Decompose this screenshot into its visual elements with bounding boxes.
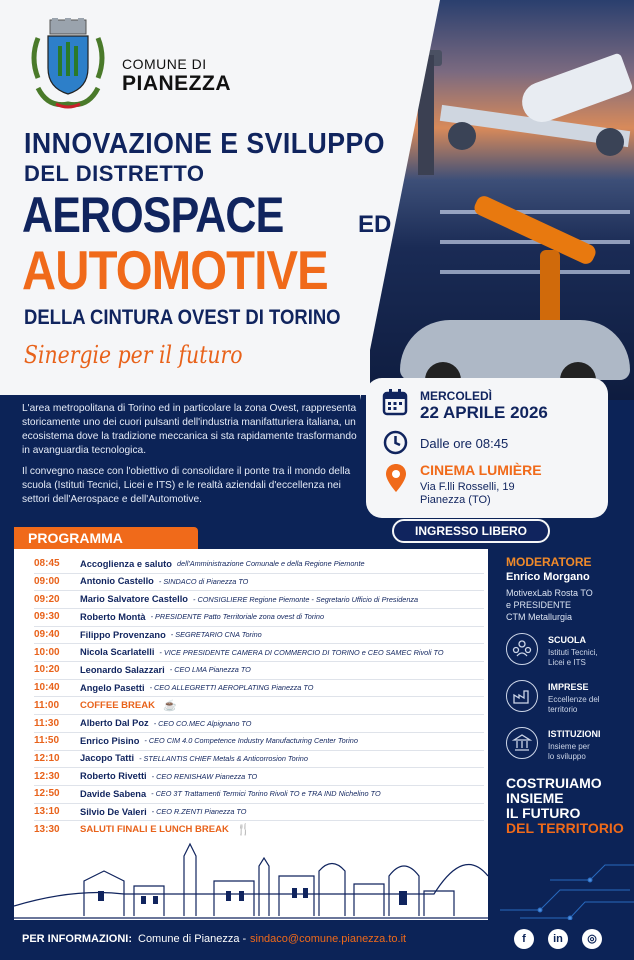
programma-role: - CEO RENISHAW Pianezza TO <box>151 771 258 781</box>
coffee-icon: ☕ <box>162 699 177 712</box>
airplane-engine <box>448 122 476 150</box>
programma-role: - CEO CO.MEC Alpignano TO <box>153 718 252 728</box>
moderator-role-line: MotivexLab Rosta TO <box>506 588 593 598</box>
programma-speaker: Accoglienza e saluto <box>80 558 172 569</box>
programma-break: SALUTI FINALI E LUNCH BREAK <box>80 823 229 835</box>
footer-email-link[interactable]: sindaco@comune.pianezza.to.it <box>250 933 407 945</box>
event-description <box>22 402 357 514</box>
programma-row <box>34 750 484 769</box>
pillar-text-line: lo sviluppo <box>548 752 586 761</box>
event-address: Via F.lli Rosselli, 19 <box>420 481 515 493</box>
comune-label: COMUNE DI <box>122 56 207 72</box>
programma-row <box>34 661 484 680</box>
programma-role: - CEO R.ZENTI Pianezza TO <box>151 807 247 817</box>
event-date: 22 APRILE 2026 <box>420 403 548 422</box>
programma-speaker: Nicola Scarlatelli <box>80 647 155 658</box>
location-pin-icon <box>385 463 407 493</box>
programma-time: 08:45 <box>34 558 60 570</box>
pillar-text-line: territorio <box>548 705 578 714</box>
call-to-action <box>506 776 624 836</box>
programma-speaker: Mario Salvatore Castello <box>80 594 188 605</box>
programma-time: 12:30 <box>34 770 60 782</box>
programma-role: dell'Amministrazione Comunale e della Regione Piemonte <box>176 559 365 569</box>
factory-icon <box>506 680 538 712</box>
programma-time: 10:00 <box>34 646 60 658</box>
description-paragraph: Il convegno nasce con l'obiettivo di consolidare il ponte tra il mondo della scuola (Istituti Tecnici, Licei e ITS) e le realtà aziendali d'eccellenza nei settori dell'Aerospace e dell'Automotive. <box>22 466 351 505</box>
linkedin-icon[interactable]: in <box>548 929 568 949</box>
programma-speaker: Davide Sabena <box>80 788 147 799</box>
cta-line: IL FUTURO <box>506 805 581 821</box>
programma-role: - VICE PRESIDENTE CAMERA DI COMMERCIO DI TORINO e CEO SAMEC Rivoli TO <box>159 647 444 657</box>
programma-row <box>34 714 484 733</box>
pillar-text-line: Istituti Tecnici, <box>548 648 598 657</box>
pillar-title: ISTITUZIONI <box>548 729 601 739</box>
event-day: MERCOLEDÌ <box>420 389 492 403</box>
instagram-icon[interactable]: ◎ <box>582 929 602 949</box>
moderator-name: Enrico Morgano <box>506 571 590 583</box>
programma-speaker: Silvio De Valeri <box>80 806 147 817</box>
footer-info-label: PER INFORMAZIONI: <box>22 933 132 945</box>
factory-lights <box>440 210 630 214</box>
skyline-drawing <box>14 836 488 920</box>
cutlery-icon: 🍴 <box>236 823 251 836</box>
programma-time: 10:20 <box>34 664 60 676</box>
programma-heading: PROGRAMMA <box>14 527 198 549</box>
programma-row <box>34 767 484 786</box>
programma-time: 11:00 <box>34 699 60 711</box>
photo-diagonal-mask <box>360 0 440 400</box>
programma-time: 11:50 <box>34 735 60 747</box>
programma-row <box>34 679 484 698</box>
programma-time: 12:10 <box>34 752 60 764</box>
programma-row <box>34 732 484 751</box>
title-line-1: INNOVAZIONE E SVILUPPO <box>24 128 385 160</box>
moderator-role-line: e PRESIDENTE <box>506 600 572 610</box>
programma-time: 13:30 <box>34 823 60 835</box>
moderator-role-line: CTM Metallurgia <box>506 612 573 622</box>
title-automotive: AUTOMOTIVE <box>22 239 328 301</box>
pillar-text-line: Licei e ITS <box>548 658 586 667</box>
tagline: Sinergie per il futuro <box>24 341 243 369</box>
programma-row <box>34 803 484 822</box>
pillar-text <box>548 648 628 668</box>
cta-line-highlight: DEL TERRITORIO <box>506 820 624 836</box>
institution-icon <box>506 727 538 759</box>
circuit-decoration <box>490 840 634 920</box>
event-time: Dalle ore 08:45 <box>420 436 509 451</box>
programma-speaker: Filippo Provenzano <box>80 629 166 640</box>
programma-row <box>34 573 484 592</box>
event-venue: CINEMA LUMIÈRE <box>420 462 542 478</box>
pillar-text <box>548 695 628 715</box>
programma-row <box>34 626 484 645</box>
title-subtitle: DELLA CINTURA OVEST DI TORINO <box>24 306 341 329</box>
pillar-text-line: Eccellenze del <box>548 695 600 704</box>
robot-arm-joint <box>540 250 560 330</box>
programma-time: 12:50 <box>34 788 60 800</box>
pillar-title: SCUOLA <box>548 635 586 645</box>
programma-speaker: Roberto Rivetti <box>80 771 147 782</box>
title-ed: ED <box>358 211 392 238</box>
programma-time: 09:00 <box>34 575 60 587</box>
programma-role: - PRESIDENTE Patto Territoriale zona ovest di Torino <box>150 612 325 622</box>
programma-time: 09:20 <box>34 593 60 605</box>
programma-role: - STELLANTIS CHIEF Metals & Anticorrosion Torino <box>139 753 308 763</box>
programma-row <box>34 697 484 716</box>
programma-break: COFFEE BREAK <box>80 699 155 711</box>
programma-speaker: Roberto Montà <box>80 611 146 622</box>
programma-time: 09:40 <box>34 629 60 641</box>
pillar-text <box>548 742 628 762</box>
programma-speaker: Alberto Dal Poz <box>80 718 149 729</box>
programma-row <box>34 608 484 627</box>
programma-speaker: Antonio Castello <box>80 576 154 587</box>
facebook-icon[interactable]: f <box>514 929 534 949</box>
free-entry-badge: INGRESSO LIBERO <box>392 519 550 543</box>
moderator-role <box>506 587 626 623</box>
clock-icon <box>383 430 408 455</box>
programma-row <box>34 590 484 609</box>
programma-role: - SEGRETARIO CNA Torino <box>170 630 262 640</box>
programma-role: - CEO ALLEGRETTI AEROPLATING Pianezza TO <box>149 683 314 693</box>
programma-role: - CEO 3T Trattamenti Termici Torino Rivoli TO e TRA IND Nichelino TO <box>151 789 381 799</box>
programma-role: - CEO LMA Pianezza TO <box>169 665 251 675</box>
people-icon <box>506 633 538 665</box>
description-paragraph: L'area metropolitana di Torino ed in particolare la zona Ovest, rappresenta storicamente uno dei cuori pulsanti dell'industria manifatturiera italiana, un ecosistema dove la tradizione meccanica si sta rapidamente trasformando in avanguardia tecnologica. <box>22 403 357 456</box>
pillar-title: IMPRESE <box>548 682 589 692</box>
programma-time: 13:10 <box>34 806 60 818</box>
cta-line: COSTRUIAMO <box>506 775 602 791</box>
programma-row <box>34 644 484 663</box>
cta-line: INSIEME <box>506 790 564 806</box>
programma-speaker: Enrico Pisino <box>80 735 140 746</box>
programma-time: 10:40 <box>34 682 60 694</box>
comune-name: PIANEZZA <box>122 72 231 95</box>
programma-row <box>34 785 484 804</box>
programma-list <box>14 549 488 839</box>
programma-role: - CEO CIM 4.0 Competence Industry Manufacturing Center Torino <box>144 736 358 746</box>
moderator-label: MODERATORE <box>506 555 592 569</box>
programma-speaker: Jacopo Tatti <box>80 753 135 764</box>
programma-speaker: Angelo Pasetti <box>80 682 145 693</box>
programma-time: 09:30 <box>34 611 60 623</box>
airplane-engine <box>596 128 624 156</box>
comune-crest-icon <box>28 18 108 114</box>
title-line-2: DEL DISTRETTO <box>24 161 205 186</box>
event-city: Pianezza (TO) <box>420 494 491 506</box>
title-aerospace: AEROSPACE <box>22 187 284 243</box>
programma-role: - CONSIGLIERE Regione Piemonte - Segretario Ufficio di Presidenza <box>193 594 419 604</box>
programma-role: - SINDACO di Pianezza TO <box>158 576 249 586</box>
calendar-icon <box>382 388 408 416</box>
footer-comune: Comune di Pianezza - <box>138 933 247 945</box>
programma-speaker: Leonardo Salazzari <box>80 664 165 675</box>
programma-row <box>34 555 484 574</box>
pillar-text-line: Insieme per <box>548 742 590 751</box>
pianezza-skyline <box>14 836 488 920</box>
programma-time: 11:30 <box>34 717 60 729</box>
